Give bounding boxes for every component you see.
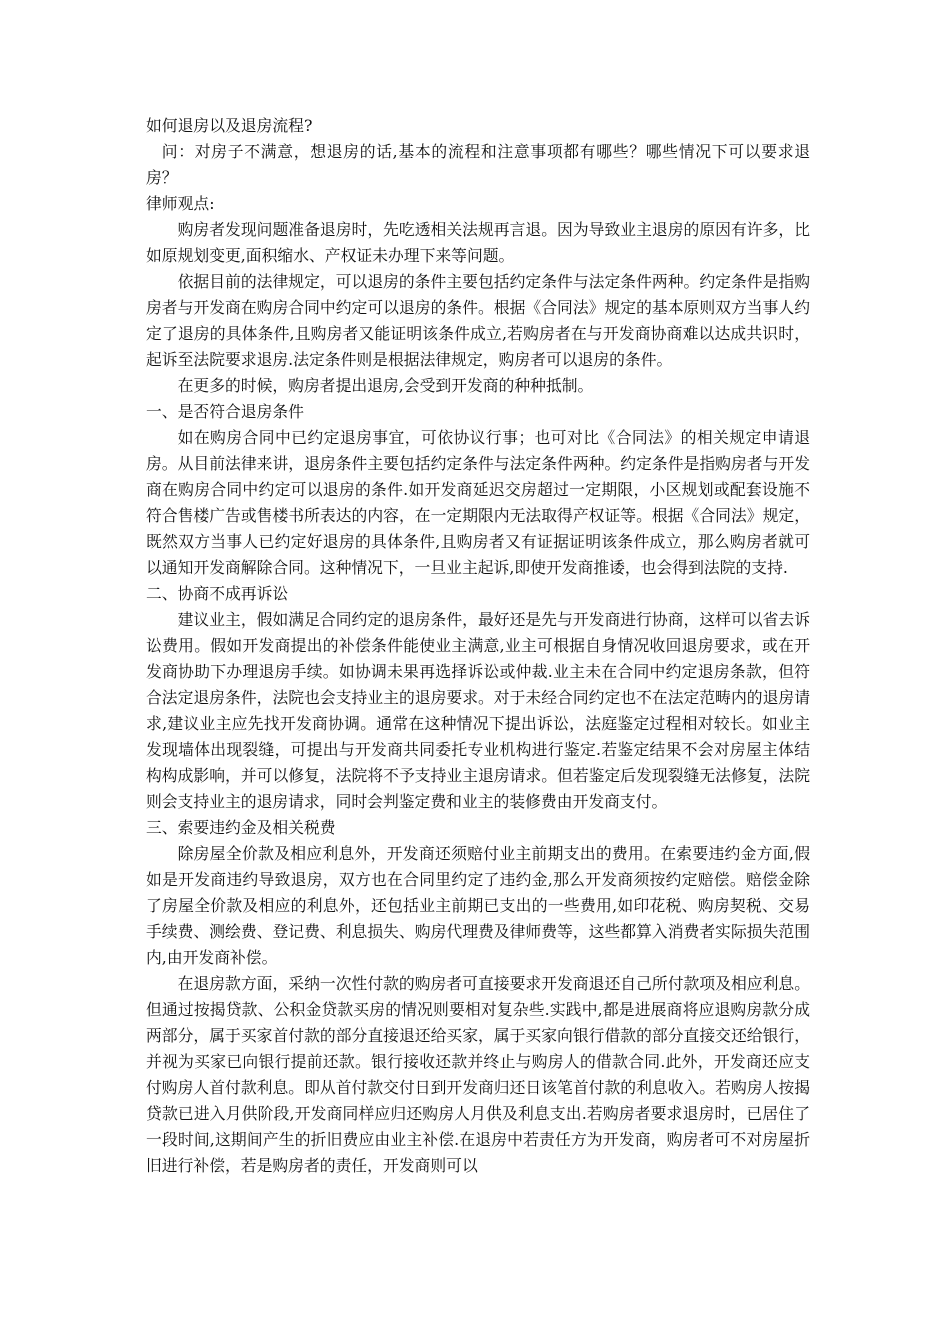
- question-text: 问：对房子不满意，想退房的话,基本的流程和注意事项都有哪些？哪些情况下可以要求退房？: [146, 142, 810, 187]
- document-page: [146, 113, 810, 1179]
- section3-body-refund: 在退房款方面，采纳一次性付款的购房者可直接要求开发商退还自己所付款项及相应利息。但通过按揭贷款、公积金贷款买房的情况则要相对复杂些.实践中,都是进展商将应退购房款分成两部分，属于买家首付款的部分直接退还给买家，属于买家向银行借款的部分直接交还给银行，并视为买家已向银行提前还款。银行接收还款并终止与购房人的借款合同.此外，开发商还应支付购房人首付款利息。即从首付款交付日到开发商归还日该笔首付款的利息收入。若购房人按揭贷款已进入月供阶段,开发商同样应归还购房人月供及利息支出.若购房者要求退房时，已居住了一段时间,这期间产生的折旧费应由业主补偿.在退房中若责任方为开发商，购房者可不对房屋折旧进行补偿，若是购房者的责任，开发商则可以: [146, 974, 810, 1175]
- paragraph-conditions: 依据目前的法律规定，可以退房的条件主要包括约定条件与法定条件两种。约定条件是指购房者与开发商在购房合同中约定可以退房的条件。根据《合同法》规定的基本原则双方当事人约定了退房的具体条件,且购房者又能证明该条件成立,若购房者在与开发商协商难以达成共识时，起诉至法院要求退房.法定条件则是根据法律规定，购房者可以退房的条件。: [146, 272, 810, 369]
- section2-body: 建议业主，假如满足合同约定的退房条件，最好还是先与开发商进行协商，这样可以省去诉讼费用。假如开发商提出的补偿条件能使业主满意,业主可根据自身情况收回退房要求，或在开发商协助下办理退房手续。如协调未果再选择诉讼或仲裁.业主未在合同中约定退房条款，但符合法定退房条件，法院也会支持业主的退房要求。对于未经合同约定也不在法定范畴内的退房请求,建议业主应先找开发商协调。通常在这种情况下提出诉讼，法庭鉴定过程相对较长。如业主发现墙体出现裂缝，可提出与开发商共同委托专业机构进行鉴定.若鉴定结果不会对房屋主体结构构成影响，并可以修复，法院将不予支持业主退房请求。但若鉴定后发现裂缝无法修复，法院则会支持业主的退房请求，同时会判鉴定费和业主的装修费由开发商支付。: [146, 610, 810, 811]
- lawyer-view-label: 律师观点:: [146, 194, 215, 213]
- document-title: 如何退房以及退房流程?: [146, 116, 313, 135]
- section1-heading: 一、是否符合退房条件: [146, 402, 304, 421]
- paragraph-intro: 购房者发现问题准备退房时，先吃透相关法规再言退。因为导致业主退房的原因有许多，比如原规划变更,面积缩水、产权证未办理下来等问题。: [146, 220, 810, 265]
- section1-body: 如在购房合同中已约定退房事宜，可依协议行事；也可对比《合同法》的相关规定申请退房。从目前法律来讲，退房条件主要包括约定条件与法定条件两种。约定条件是指购房者与开发商在购房合同中约定可以退房的条件.如开发商延迟交房超过一定期限，小区规划或配套设施不符合售楼广告或售楼书所表达的内容，在一定期限内无法取得产权证等。根据《合同法》规定，既然双方当事人已约定好退房的具体条件,且购房者又有证据证明该条件成立，那么购房者就可以通知开发商解除合同。这种情况下，一旦业主起诉,即使开发商推诿，也会得到法院的支持.: [146, 428, 810, 577]
- section3-heading: 三、索要违约金及相关税费: [146, 818, 336, 837]
- paragraph-resistance: 在更多的时候，购房者提出退房,会受到开发商的种种抵制。: [177, 376, 594, 395]
- section2-heading: 二、协商不成再诉讼: [146, 584, 289, 603]
- section3-body: 除房屋全价款及相应利息外，开发商还须赔付业主前期支出的费用。在索要违约金方面,假如是开发商违约导致退房，双方也在合同里约定了违约金,那么开发商须按约定赔偿。赔偿金除了房屋全价款及相应的利息外，还包括业主前期已支出的一些费用,如印花税、购房契税、交易手续费、测绘费、登记费、利息损失、购房代理费及律师费等，这些都算入消费者实际损失范围内,由开发商补偿。: [146, 844, 810, 967]
